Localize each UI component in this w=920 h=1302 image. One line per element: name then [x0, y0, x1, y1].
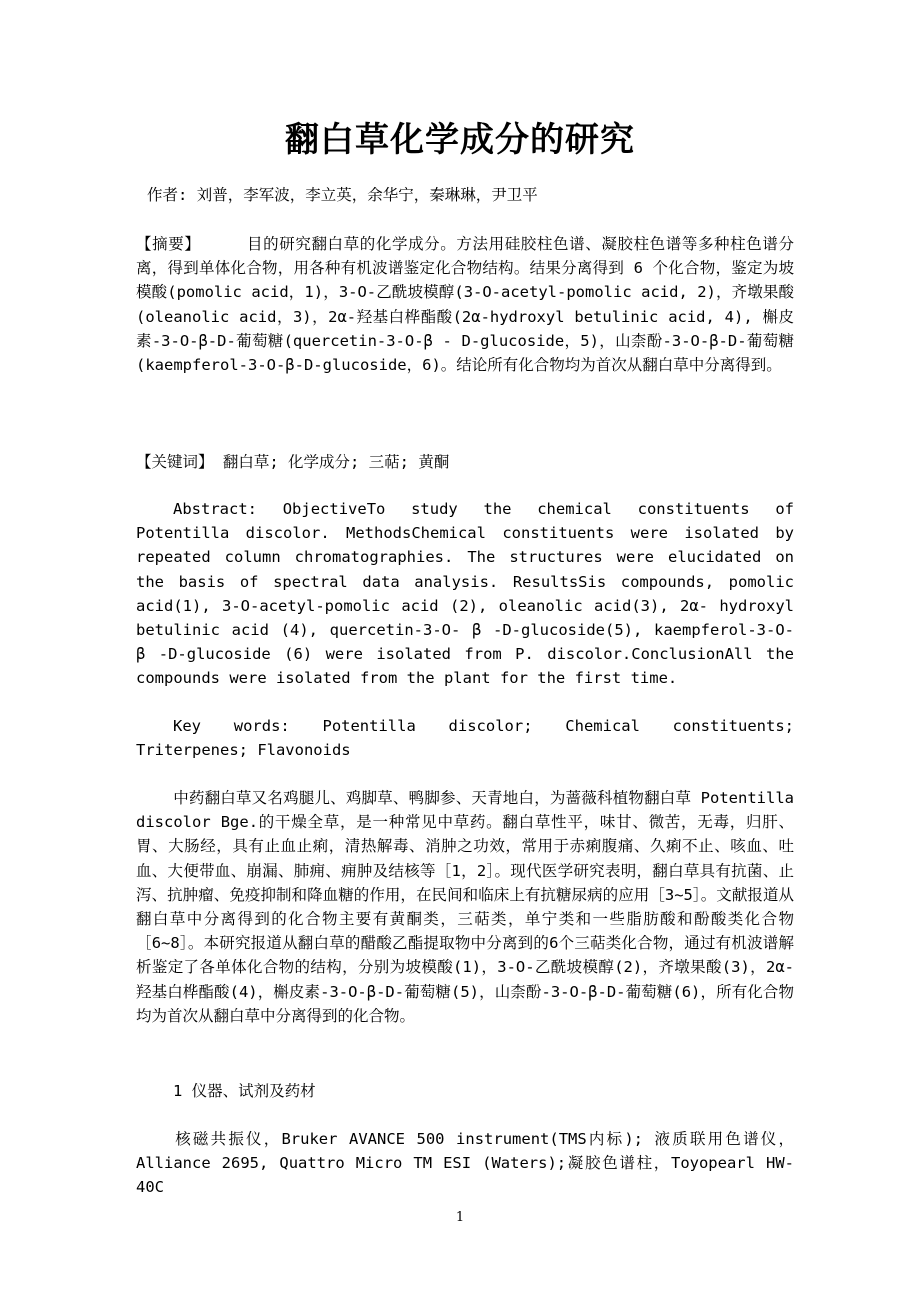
english-abstract: [136, 497, 794, 691]
english-abstract-text: Abstract: ObjectiveTo study the chemical constituents of Potentilla discolor. MethodsChemical constituents were isolated by repeated column chromatographies. The structures were elucidated on the basis of spectral data analysis. ResultsSis compounds, pomolic acid(1), 3-O-acetyl-pomolic acid (2), oleanolic acid(3), 2α- hydroxyl betulinic acid (4), quercetin-3-O- β -D-glucoside(5), kaempferol-3-O- β -D-glucoside (6) were isolated from P. discolor.ConclusionAll the compounds were isolated from the plant for the first time.: [136, 500, 794, 688]
section-heading: 1 仪器、试剂及药材: [173, 1082, 316, 1100]
materials-paragraph: [136, 1127, 794, 1200]
author-label: 作者:: [147, 186, 188, 204]
materials-text: 核磁共振仪，Bruker AVANCE 500 instrument(TMS内标); 液质联用色谱仪，Alliance 2695, Quattro Micro TM ESI (Waters);凝胶色谱柱，Toyopearl HW-40C: [136, 1130, 794, 1197]
paper-title: 翻白草化学成分的研究: [285, 120, 635, 160]
chinese-keywords: [136, 450, 794, 474]
introduction-text: 中药翻白草又名鸡腿儿、鸡脚草、鸭脚参、天青地白，为蔷薇科植物翻白草 Potentilla discolor Bge.的干燥全草，是一种常见中草药。翻白草性平，味甘、微苦，无毒，归肝、胃、大肠经，具有止血止痢，清热解毒、消肿之功效，常用于赤痢腹痛、久痢不止、咳血、吐血、大便带血、崩漏、肺痈、痈肿及结核等［1，2］。现代医学研究表明，翻白草具有抗菌、止泻、抗肿瘤、免疫抑制和降血糖的作用，在民间和临床上有抗糖尿病的应用［3~5］。文献报道从翻白草中分离得到的化合物主要有黄酮类，三萜类，单宁类和一些脂肪酸和酚酸类化合物［6~8］。本研究报道从翻白草的醋酸乙酯提取物中分离到的6个三萜类化合物，通过有机波谱解析鉴定了各单体化合物的结构，分别为坡模酸(1)，3-O-乙酰坡模醇(2)，齐墩果酸(3)，2α-羟基白桦酯酸(4)，槲皮素-3-O-β-D-葡萄糖(5)，山柰酚-3-O-β-D-葡萄糖(6)，所有化合物均为首次从翻白草中分离得到的化合物。: [136, 789, 794, 1025]
introduction-paragraph: [136, 786, 794, 1028]
abstract-label: 【摘要】: [136, 235, 201, 253]
author-line: [147, 183, 805, 207]
english-keywords: [136, 714, 794, 762]
keywords-label: 【关键词】: [136, 453, 214, 471]
keywords-terms: 翻白草; 化学成分; 三萜; 黄酮: [222, 453, 450, 471]
abstract-text: 目的研究翻白草的化学成分。方法用硅胶柱色谱、凝胶柱色谱等多种柱色谱分离，得到单体化合物，用各种有机波谱鉴定化合物结构。结果分离得到 6 个化合物，鉴定为坡模酸(pomolic acid，1)，3-O-乙酰坡模醇(3-O-acetyl-pomolic acid, 2)，齐墩果酸(oleanolic acid，3)，2α-羟基白桦酯酸(2α-hydroxyl betulinic acid, 4), 槲皮素-3-O-β-D-葡萄糖(quercetin-3-O-β - D-glucoside，5)，山柰酚-3-O-β-D-葡萄糖(kaempferol-3-O-β-D-glucoside，6)。结论所有化合物均为首次从翻白草中分离得到。: [136, 235, 794, 375]
chinese-abstract: [136, 232, 794, 377]
page-number: 1: [455, 1210, 465, 1225]
english-keywords-text: Key words: Potentilla discolor; Chemical constituents; Triterpenes; Flavonoids: [136, 717, 794, 760]
author-names: 刘普，李军波，李立英，余华宁，秦琳琳，尹卫平: [196, 186, 538, 204]
